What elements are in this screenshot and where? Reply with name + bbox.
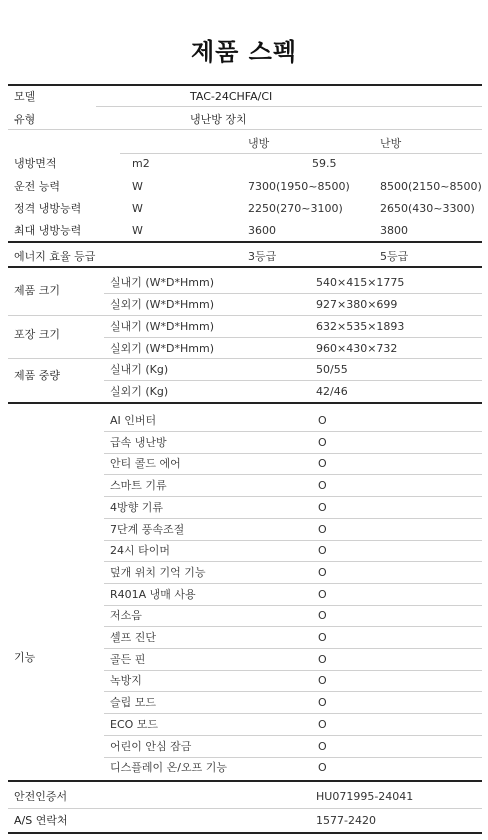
energy-cool: 3등급 — [248, 250, 277, 263]
function-value: O — [318, 544, 327, 558]
divider — [8, 315, 482, 316]
divider — [104, 293, 482, 294]
function-name: R401A 냉매 사용 — [110, 587, 196, 601]
function-name: 7단계 풍속조절 — [110, 522, 185, 536]
weight-indoor-value: 50/55 — [316, 363, 348, 376]
certification-value: HU071995-24041 — [316, 790, 414, 803]
function-divider — [104, 735, 482, 736]
certification-label: 안전인증서 — [14, 790, 68, 803]
function-value: O — [318, 717, 327, 731]
service-label: A/S 연락처 — [14, 814, 68, 827]
rated-capacity-unit: W — [132, 202, 143, 215]
function-value: O — [318, 674, 327, 688]
run-capacity-label: 운전 능력 — [14, 180, 61, 193]
function-name: 저소음 — [110, 609, 142, 623]
function-name: 슬립 모드 — [110, 696, 157, 710]
rated-capacity-cool: 2250(270~3100) — [248, 202, 343, 215]
model-label: 모델 — [14, 90, 36, 103]
package-size-label: 포장 크기 — [14, 328, 61, 341]
function-value: O — [318, 739, 327, 753]
max-capacity-unit: W — [132, 224, 143, 237]
function-name: 덮개 위치 기억 기능 — [110, 565, 206, 579]
table-bottom-rule — [8, 832, 482, 834]
type-label: 유형 — [14, 113, 36, 126]
function-name: 골든 핀 — [110, 652, 146, 666]
function-value: O — [318, 761, 327, 775]
function-name: 디스플레이 온/오프 기능 — [110, 761, 227, 775]
table-top-rule — [8, 84, 482, 86]
heat-header: 난방 — [380, 137, 402, 150]
function-divider — [104, 431, 482, 432]
function-divider — [104, 453, 482, 454]
rated-capacity-label: 정격 냉방능력 — [14, 202, 82, 215]
product-size-label: 제품 크기 — [14, 284, 61, 297]
function-value: O — [318, 652, 327, 666]
product-size-indoor-value: 540×415×1775 — [316, 276, 405, 289]
function-divider — [104, 583, 482, 584]
service-value: 1577-2420 — [316, 814, 376, 827]
function-value: O — [318, 522, 327, 536]
function-divider — [104, 626, 482, 627]
run-capacity-cool: 7300(1950~8500) — [248, 180, 350, 193]
function-divider — [104, 691, 482, 692]
divider — [104, 380, 482, 381]
function-name: 셀프 진단 — [110, 631, 157, 644]
function-name: 안티 콜드 에어 — [110, 457, 181, 471]
function-divider — [104, 496, 482, 497]
cool-header: 냉방 — [248, 137, 270, 150]
package-size-outdoor-label: 실외기 (W*D*Hmm) — [110, 342, 215, 355]
run-capacity-unit: W — [132, 180, 143, 193]
function-value: O — [318, 479, 327, 493]
weight-outdoor-label: 실외기 (Kg) — [110, 385, 169, 398]
run-capacity-heat: 8500(2150~8500) — [380, 180, 482, 193]
function-name: 4방향 기류 — [110, 500, 163, 514]
function-value: O — [318, 565, 327, 579]
function-value: O — [318, 587, 327, 601]
function-name: 녹방지 — [110, 674, 142, 688]
divider — [96, 106, 482, 107]
energy-label: 에너지 효율 등급 — [14, 250, 96, 263]
section-rule — [8, 402, 482, 404]
function-name: 스마트 기류 — [110, 479, 167, 493]
function-value: O — [318, 500, 327, 514]
function-value: O — [318, 435, 327, 449]
function-name: 24시 타이머 — [110, 544, 170, 558]
section-rule — [8, 780, 482, 782]
section-rule — [8, 266, 482, 268]
max-capacity-heat: 3800 — [380, 224, 408, 237]
function-value: O — [318, 414, 327, 427]
divider — [8, 808, 482, 809]
page-title: 제품 스펙 — [190, 38, 298, 66]
divider — [8, 358, 482, 359]
function-name: AI 인버터 — [110, 414, 157, 427]
rated-capacity-heat: 2650(430~3300) — [380, 202, 475, 215]
function-divider — [104, 518, 482, 519]
function-divider — [104, 561, 482, 562]
function-value: O — [318, 457, 327, 471]
type-value: 냉난방 장치 — [190, 113, 247, 126]
weight-indoor-label: 실내기 (Kg) — [110, 363, 169, 376]
weight-label: 제품 중량 — [14, 369, 61, 382]
product-size-outdoor-value: 927×380×699 — [316, 298, 398, 311]
function-divider — [104, 474, 482, 475]
area-label: 냉방면적 — [14, 157, 57, 170]
product-size-indoor-label: 실내기 (W*D*Hmm) — [110, 276, 215, 289]
section-rule — [8, 241, 482, 243]
function-value: O — [318, 609, 327, 623]
function-name: 어린이 안심 잠금 — [110, 739, 192, 753]
package-size-outdoor-value: 960×430×732 — [316, 342, 398, 355]
function-name: 급속 냉난방 — [110, 435, 167, 449]
max-capacity-cool: 3600 — [248, 224, 276, 237]
function-divider — [104, 605, 482, 606]
divider — [104, 337, 482, 338]
area-unit: m2 — [132, 157, 150, 170]
package-size-indoor-value: 632×535×1893 — [316, 320, 405, 333]
area-value: 59.5 — [312, 157, 337, 170]
weight-outdoor-value: 42/46 — [316, 385, 348, 398]
function-value: O — [318, 696, 327, 710]
function-divider — [104, 757, 482, 758]
function-divider — [104, 648, 482, 649]
function-name: ECO 모드 — [110, 717, 159, 731]
function-value: O — [318, 631, 327, 644]
function-divider — [104, 540, 482, 541]
divider — [8, 129, 482, 130]
function-divider — [104, 713, 482, 714]
package-size-indoor-label: 실내기 (W*D*Hmm) — [110, 320, 215, 333]
max-capacity-label: 최대 냉방능력 — [14, 224, 82, 237]
divider — [120, 153, 482, 154]
functions-label: 기능 — [14, 651, 36, 664]
model-value: TAC-24CHFA/CI — [190, 90, 273, 103]
energy-heat: 5등급 — [380, 250, 409, 263]
product-size-outdoor-label: 실외기 (W*D*Hmm) — [110, 298, 215, 311]
function-divider — [104, 670, 482, 671]
